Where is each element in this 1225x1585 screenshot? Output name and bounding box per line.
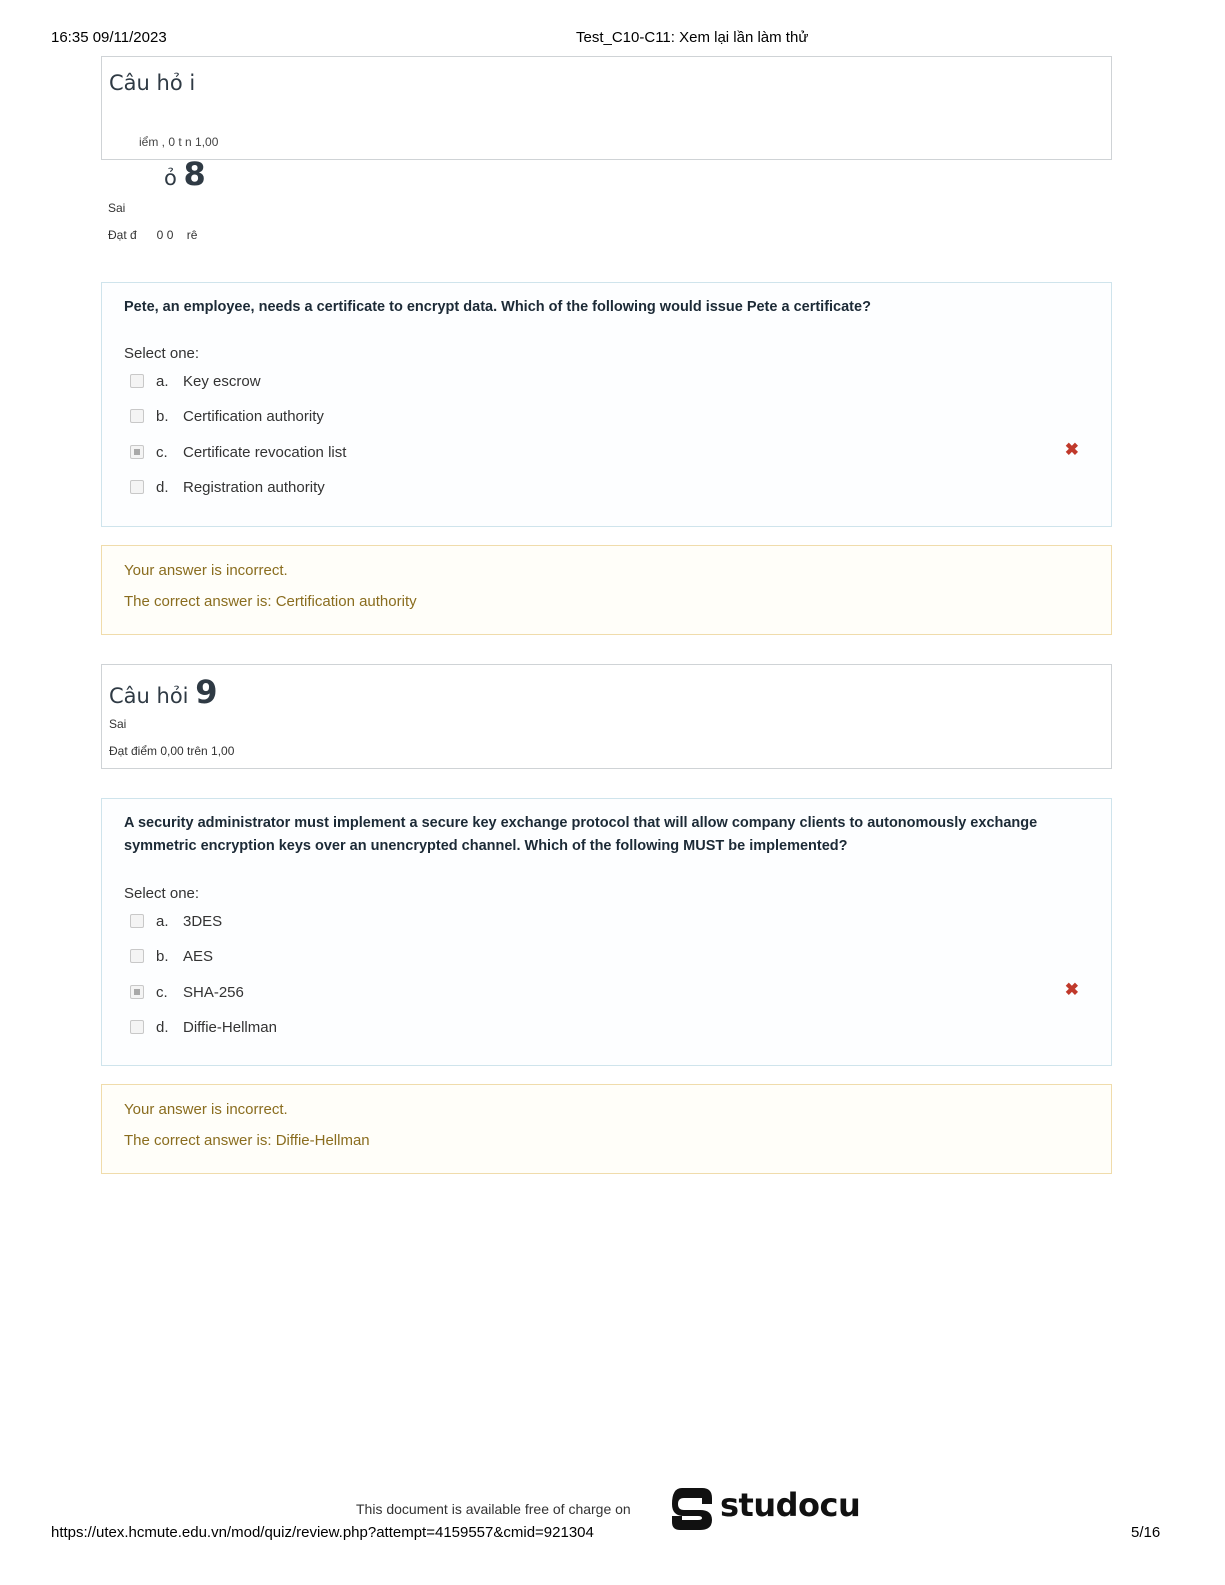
footer-url[interactable]: https://utex.hcmute.edu.vn/mod/quiz/review.php?attempt=4159557&cmid=921304 (51, 1524, 594, 1541)
question-9-status: Sai (109, 717, 127, 731)
question-9-title (109, 673, 217, 711)
radio-button[interactable] (130, 480, 144, 494)
feedback-incorrect: Your answer is incorrect. (124, 1101, 288, 1118)
radio-button[interactable] (130, 1020, 144, 1034)
option-text: Key escrow (183, 372, 261, 390)
option-letter: d. (156, 1018, 169, 1036)
question-9-text: A security administrator must implement a secure key exchange protocol that will allow company clients to autonomously exchange symmetric encryption keys over an unencrypted channel. Which of the following MUST be implemented? (124, 815, 1038, 854)
feedback-correct-answer: The correct answer is: Diffie-Hellman (124, 1132, 370, 1149)
option-text: Diffie-Hellman (183, 1018, 277, 1036)
radio-button[interactable] (130, 949, 144, 963)
question-8-feedback (101, 545, 1112, 635)
question-9-option-a[interactable] (130, 909, 222, 933)
question-9-score: Đạt điểm 0,00 trên 1,00 (109, 744, 235, 758)
option-text: Certificate revocation list (183, 443, 347, 461)
option-text: Certification authority (183, 407, 324, 425)
incorrect-icon: ✖ (1064, 980, 1079, 999)
question-8-text: Pete, an employee, needs a certificate to encrypt data. Which of the following would issue Pete a certificate? (124, 299, 871, 315)
option-letter: d. (156, 478, 169, 496)
question-9-option-d[interactable] (130, 1015, 277, 1039)
option-letter: a. (156, 372, 169, 390)
question-8-score: Đạt đ 0 0 rê (108, 228, 198, 242)
print-datetime: 16:35 09/11/2023 (51, 29, 167, 46)
question-9-option-b[interactable] (130, 944, 213, 968)
question-8-number-prefix: ỏ (164, 166, 177, 190)
incorrect-icon: ✖ (1064, 440, 1079, 459)
radio-button-selected[interactable] (130, 985, 144, 999)
question-9-title-text: Câu hỏi (109, 684, 189, 708)
question-9-option-c[interactable] (130, 980, 244, 1004)
option-letter: b. (156, 947, 169, 965)
studocu-logo-icon (668, 1484, 716, 1532)
radio-button[interactable] (130, 374, 144, 388)
question-9-feedback (101, 1084, 1112, 1174)
radio-button[interactable] (130, 409, 144, 423)
question-8-select-label: Select one: (124, 345, 200, 362)
question-8-option-c[interactable] (130, 440, 346, 464)
question-8-option-a[interactable] (130, 369, 261, 393)
question-9-select-label: Select one: (124, 885, 200, 902)
question-8-status: Sai (108, 201, 126, 215)
option-letter: c. (156, 443, 168, 461)
question-9-number: 9 (195, 673, 218, 711)
question-8-number (164, 155, 206, 193)
feedback-incorrect: Your answer is incorrect. (124, 562, 288, 579)
print-page-title: Test_C10-C11: Xem lại lần làm thử (576, 29, 809, 46)
question-8-option-b[interactable] (130, 404, 324, 428)
studocu-wordmark: studocu (720, 1486, 861, 1524)
question-8-info-title: Câu hỏ i (109, 71, 196, 95)
question-8-info-faint-line: iểm , 0 t n 1,00 (139, 135, 219, 149)
question-8-option-d[interactable] (130, 475, 325, 499)
option-text: AES (183, 947, 214, 965)
option-text: 3DES (183, 912, 223, 930)
question-9-info-box (101, 664, 1112, 769)
question-9-content-box (101, 798, 1112, 1066)
option-letter: a. (156, 912, 169, 930)
radio-button-selected[interactable] (130, 445, 144, 459)
question-8-content-box (101, 282, 1112, 527)
question-8-number-value: 8 (183, 155, 206, 193)
option-text: SHA-256 (183, 983, 244, 1001)
option-text: Registration authority (183, 478, 325, 496)
option-letter: b. (156, 407, 169, 425)
footer-availability-note: This document is available free of charge on (356, 1501, 631, 1517)
feedback-correct-answer: The correct answer is: Certification authority (124, 593, 417, 610)
question-8-info-box (101, 56, 1112, 160)
footer-page-number: 5/16 (1131, 1524, 1161, 1541)
option-letter: c. (156, 983, 168, 1001)
radio-button[interactable] (130, 914, 144, 928)
